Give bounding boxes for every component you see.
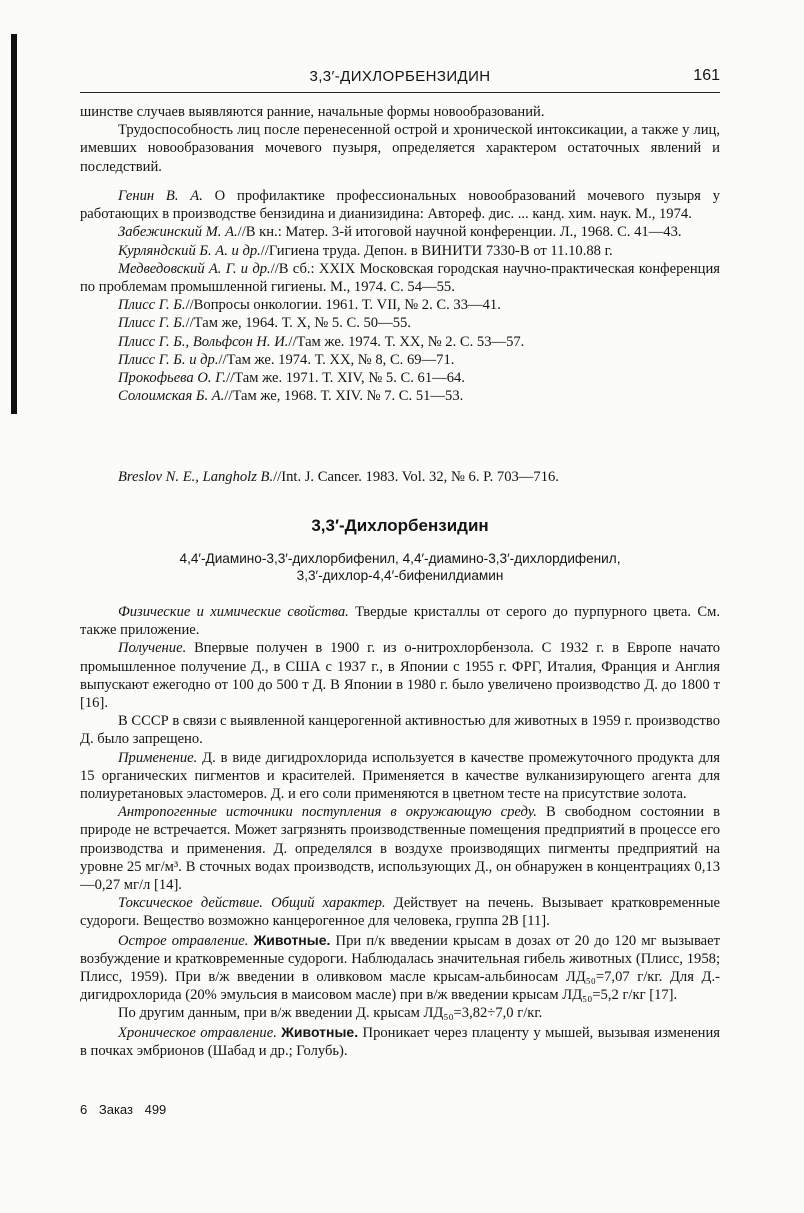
paragraph: шинстве случаев выявляются ранние, начальные формы новообразований.: [80, 104, 545, 120]
reference-text: //Там же. 1971. Т. XIV, № 5. С. 61—64.: [226, 370, 465, 387]
reference-author: Солоимская Б. А.: [118, 388, 225, 405]
reference-author: Медведовский А. Г. и др.: [118, 260, 271, 277]
reference-entry: [80, 187, 720, 223]
synonyms: [80, 550, 720, 584]
reference-author: Курляндский Б. А. и др.: [118, 242, 261, 259]
page-number: 161: [693, 67, 720, 84]
paragraph: По другим данным, при в/ж введении Д. крысам ЛД₅₀=3,82÷7,0 г/кг.: [118, 1005, 543, 1022]
reference-author: Забежинский М. А.: [118, 224, 238, 241]
reference-entry: [80, 242, 720, 260]
reference-text: //В сб.: XXIX Московская городская научно-практическая конференция по проблемам промышленной гигиены. М., 1974. С. 54—55.: [80, 260, 720, 296]
paragraph: Антропогенные источники поступления в окружающую среду. В свободном состоянии в природе не встречается. Может загрязнять производственные помещения предприятий в процессе его производства и применения. Д. определялся в воздухе производящих пигменты предприятий на уровне 25 мг/м³. В сточных водах производств, использующих Д., он обнаружен в концентрациях 0,13—0,27 мг/л [14].: [80, 804, 720, 894]
reference-entry: [80, 223, 720, 241]
section-label: Антропогенные источники поступления в окружающую среду.: [118, 804, 537, 821]
order-label: Заказ: [98, 1102, 133, 1117]
foreign-reference-list: [80, 468, 720, 486]
reference-text: //В кн.: Матер. 3-й итоговой научной конференции. Л., 1968. С. 41—43.: [237, 224, 682, 241]
reference-entry: [80, 369, 720, 387]
section-label: Острое отравление.: [118, 932, 249, 949]
article-body: [80, 603, 720, 1060]
reference-entry: [80, 468, 720, 486]
reference-entry: [80, 351, 720, 369]
reference-text: //Там же. 1974. Т. XX, № 8, С. 69—71.: [218, 351, 455, 368]
paragraph: В СССР в связи с выявленной канцерогенной активностью для животных в 1959 г. производство Д. было запрещено.: [80, 713, 720, 748]
reference-text: //Int. J. Cancer. 1983. Vol. 32, № 6. P. 703—716.: [273, 469, 559, 485]
paragraph: Применение. Д. в виде дигидрохлорида используется в качестве промежуточного продукта для 15 органических пигментов и красителей. Применяется в качестве вулканизирующего агента для полиуретановых эластомеров. Д. и его соли применяются в цветном тесте на присутствие золота.: [80, 749, 720, 803]
reference-list: [80, 187, 720, 405]
reference-entry: [80, 260, 720, 296]
reference-text: О профилактике профессиональных новообразований мочевого пузыря у работающих в производстве бензидина и дианизидина: Автореф. дис. ... канд. хим. наук. М., 1974.: [80, 188, 720, 223]
reference-text: //Вопросы онкологии. 1961. Т. VII, № 2. С. 33—41.: [185, 297, 501, 314]
continuation-text: [80, 103, 720, 176]
subject-label: Животные.: [281, 1023, 359, 1040]
article-title: 3,3′-Дихлорбензидин: [311, 516, 489, 535]
signature-number: 6: [80, 1102, 88, 1117]
section-label: Применение.: [118, 749, 198, 766]
reference-author: Плисс Г. Б. и др.: [118, 351, 219, 368]
section-label: Хроническое отравление.: [118, 1024, 277, 1041]
section-label: Токсическое действие. Общий характер.: [118, 895, 386, 912]
paragraph: Физические и химические свойства. Твердые кристаллы от серого до пурпурного цвета. См. также приложение.: [80, 604, 720, 639]
synonyms-line: 3,3′-дихлор-4,4′-бифенилдиамин: [296, 568, 504, 583]
reference-entry: [80, 314, 720, 332]
reference-author: Breslov N. E., Langholz B.: [118, 469, 274, 485]
reference-entry: [80, 387, 720, 405]
reference-author: Плисс Г. Б.: [118, 297, 186, 314]
binding-edge: [11, 34, 17, 414]
reference-text: //Там же, 1968. Т. XIV. № 7. С. 51—53.: [224, 388, 464, 405]
subject-label: Животные.: [253, 931, 331, 948]
paragraph: Токсическое действие. Общий характер. Действует на печень. Вызывает кратковременные судороги. Вещество возможно канцерогенное для человека, группа 2В [11].: [80, 895, 720, 930]
section-label: Физические и химические свойства.: [118, 604, 349, 620]
reference-author: Плисс Г. Б.: [118, 315, 186, 332]
reference-author: Генин В. А.: [118, 188, 203, 204]
reference-text: //Там же, 1964. Т. X, № 5. С. 50—55.: [185, 315, 411, 332]
reference-text: //Там же. 1974. Т. XX, № 2. С. 53—57.: [288, 333, 525, 350]
reference-author: Прокофьева О. Г.: [118, 370, 227, 387]
synonyms-line: 4,4′-Диамино-3,3′-дихлорбифенил, 4,4′-диамино-3,3′-дихлордифенил,: [179, 551, 621, 566]
paragraph: Острое отравление. Животные. При п/к введении крысам в дозах от 20 до 120 мг вызывает возбуждение и кратковременные судороги. Наблюдалась значительная гибель животных (Плисс, 1958; Плисс, 1959). При в/ж введении в оливковом масле крысам-альбиносам ЛД₅₀=7,07 г/кг. Для Д.-дигидрохлорида (20% эмульсия в маисовом масле) при в/ж введении крысам ЛД₅₀=5,2 г/кг [17].: [80, 931, 720, 1004]
reference-entry: [80, 333, 720, 351]
paragraph: Получение. Впервые получен в 1900 г. из о-нитрохлорбензола. С 1932 г. в Европе начато промышленное получение Д., в США с 1937 г., в Японии с 1955 г. ФРГ, Италия, Франция и Англия выпускают ежегодно от 100 до 500 т Д. В Японии в 1980 г. было увеличено производство Д. до 1800 т [16].: [80, 640, 720, 712]
running-title: 3,3′-ДИХЛОРБЕНЗИДИН: [309, 68, 491, 85]
printer-signature: [80, 1102, 166, 1117]
section-label: Получение.: [118, 640, 187, 657]
reference-author: Плисс Г. Б., Вольфсон Н. И.: [118, 333, 289, 350]
reference-text: //Гигиена труда. Депон. в ВИНИТИ 7330-В от 11.10.88 г.: [260, 242, 613, 259]
order-number: 499: [144, 1102, 167, 1117]
reference-entry: [80, 296, 720, 314]
paragraph: Хроническое отравление. Животные. Проникает через плаценту у мышей, вызывая изменения в почках эмбрионов (Шабад и др.; Голубь).: [80, 1023, 720, 1059]
running-header: [80, 64, 720, 93]
paragraph: Трудоспособность лиц после перенесенной острой и хронической интоксикации, а также у лиц, имевших новообразования мочевого пузыря, определяется характером остаточных явлений и последствий.: [80, 122, 720, 175]
